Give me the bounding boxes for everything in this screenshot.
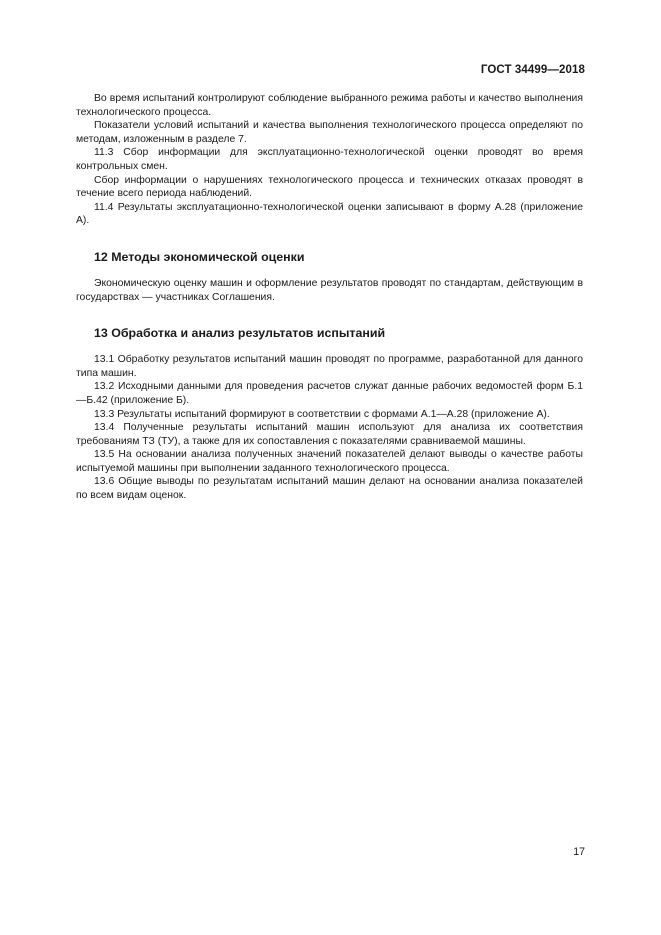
paragraph-text: Экономическую оценку машин и оформление результатов проводят по стандартам, действующим в государствах — участниках Соглашения. <box>76 277 583 303</box>
paragraph-text: 13.5 На основании анализа полученных значений показателей делают выводы о качестве работы испытуемой машины при выполнении заданного технологического процесса. <box>76 449 583 474</box>
paragraph <box>76 277 583 304</box>
paragraph-text: 13.3 Результаты испытаний формируют в соответствии с формами А.1—А.28 (приложение А). <box>94 408 550 420</box>
paragraph <box>76 92 583 119</box>
paragraph-text: 13.2 Исходными данными для проведения расчетов служат данные рабочих ведомостей форм Б.1—Б.42 (приложение Б). <box>76 381 583 406</box>
section-title-12 <box>76 250 583 265</box>
section-title-text: 13 Обработка и анализ результатов испытаний <box>94 326 386 341</box>
paragraph-text: 11.3 Сбор информации для эксплуатационно-технологической оценки проводят во время контрольных смен. <box>76 147 583 172</box>
section-title-13 <box>76 326 583 341</box>
page-content <box>76 92 583 503</box>
paragraph-text: Показатели условий испытаний и качества выполнения технологического процесса определяют по методам, изложенным в разделе 7. <box>76 120 583 145</box>
paragraph-text: 13.4 Полученные результаты испытаний машин используют для анализа их соответствия требованиям ТЗ (ТУ), а также для их сопоставления с показателями сравниваемой машины. <box>76 422 583 447</box>
paragraph-text: 13.1 Обработку результатов испытаний машин проводят по программе, разработанной для данного типа машин. <box>76 354 583 379</box>
paragraph-text: Во время испытаний контролируют соблюдение выбранного режима работы и качество выполнения технологического процесса. <box>76 93 583 118</box>
page-number: 17 <box>573 846 585 858</box>
paragraph-text: 13.6 Общие выводы по результатам испытаний машин делают на основании анализа показателей по всем видам оценок. <box>76 476 583 502</box>
paragraph <box>76 475 583 502</box>
paragraph <box>76 119 583 146</box>
paragraph <box>76 146 583 173</box>
paragraph-text: 11.4 Результаты эксплуатационно-технологической оценки записывают в форму А.28 (приложение А). <box>76 201 583 227</box>
paragraph <box>76 421 583 448</box>
paragraph <box>76 201 583 228</box>
paragraph <box>76 380 583 407</box>
section-title-text: 12 Методы экономической оценки <box>94 249 305 264</box>
paragraph <box>76 174 583 201</box>
paragraph <box>76 448 583 475</box>
paragraph <box>76 408 583 422</box>
document-code: ГОСТ 34499—2018 <box>480 64 585 76</box>
paragraph <box>76 353 583 380</box>
paragraph-text: Сбор информации о нарушениях технологического процесса и технических отказах проводят в течение всего периода наблюдений. <box>76 174 583 200</box>
